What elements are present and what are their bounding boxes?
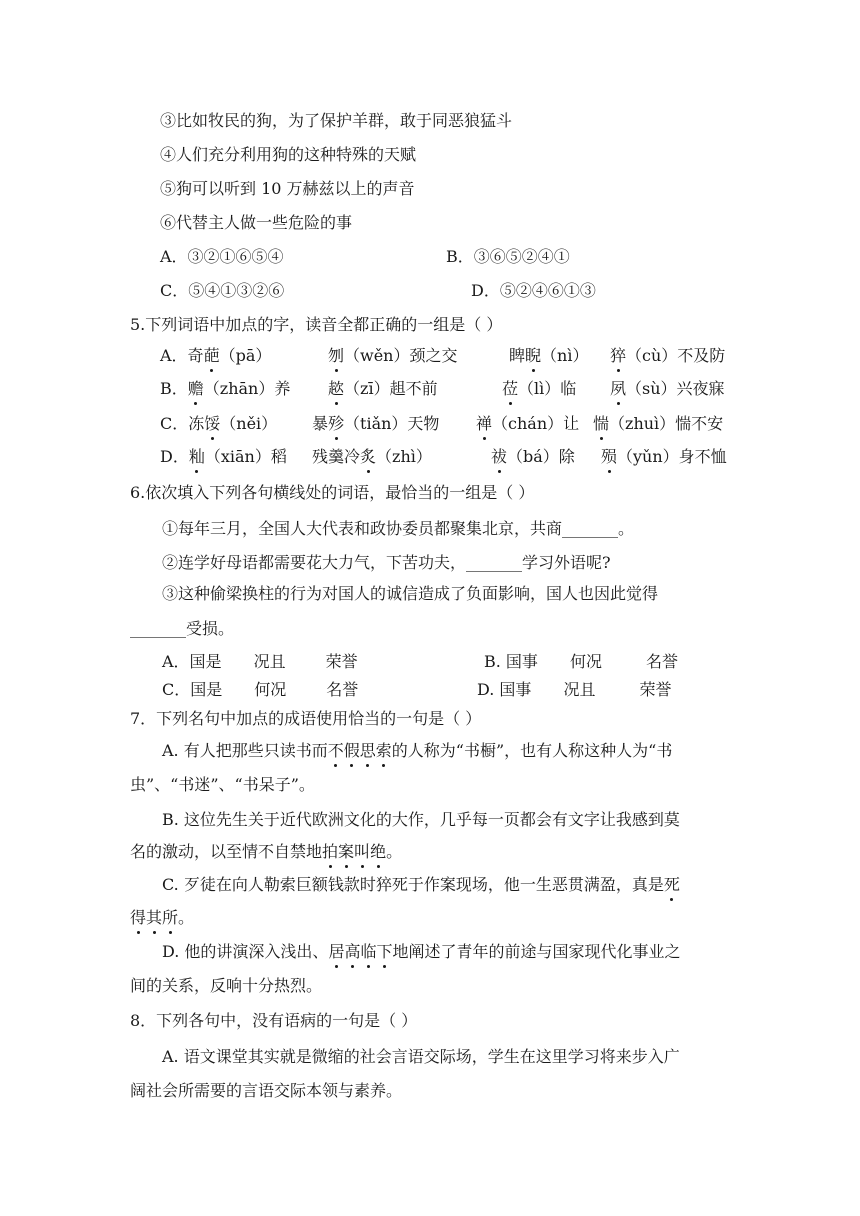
q5-option-d-3: 祓（bá）除 (491, 447, 575, 466)
q4-item-6: ⑥代替主人做一些危险的事 (160, 213, 353, 232)
q7-option-d-line2: 间的关系，反响十分热烈。 (130, 976, 323, 995)
q7-option-d-line1: D. 他的讲演深入浅出、居高临下地阐述了青年的前途与国家现代化事业之 (162, 942, 681, 961)
emphasis-char: 拍 (322, 842, 339, 861)
q5-option-a-2: 刎（wěn）颈之交 (328, 346, 458, 365)
q6-sentence-3: ③这种偷梁换柱的行为对国人的诚信造成了负面影响，国人也因此觉得 (162, 584, 659, 603)
q8-option-a-line2: 阔社会所需要的言语交际本领与素养。 (130, 1081, 403, 1100)
q6-sentence-1: ①每年三月，全国人大代表和政协委员都聚集北京，共商_______。 (162, 519, 635, 538)
emphasis-char: 叫 (354, 842, 371, 861)
q5-option-b-4: 夙（sù）兴夜寐 (610, 379, 725, 398)
q6-option-a: A．国是 况且 荣誉 (162, 652, 358, 671)
emphasis-char: 夙 (610, 379, 627, 398)
q4-item-5: ⑤狗可以听到 10 万赫兹以上的声音 (160, 179, 415, 198)
emphasis-idiom: 死 (663, 875, 680, 894)
q5-option-a-1: A．奇葩（pā） (160, 346, 272, 365)
q7-option-a-line1: A. 有人把那些只读书而不假思索的人称为“书橱”，也有人称这种人为“书 (162, 741, 673, 760)
emphasis-char: 禅 (476, 414, 493, 433)
q8-stem: 8．下列各句中，没有语病的一句是（ ） (130, 1011, 418, 1030)
emphasis-char: 刎 (328, 346, 345, 365)
emphasis-char: 所 (162, 908, 179, 927)
q5-option-c-2: 暴殄（tiǎn）天物 (312, 414, 440, 433)
emphasis-char: 下 (376, 942, 393, 961)
emphasis-char: 临 (360, 942, 377, 961)
q7-stem: 7．下列名句中加点的成语使用恰当的一句是（ ） (130, 709, 482, 728)
q5-option-c-1: C．冻馁（něi） (160, 414, 278, 433)
emphasis-char: 假 (343, 741, 360, 760)
q6-option-d: D. 国事 况且 荣誉 (477, 680, 672, 699)
q5-option-c-3: 禅（chán）让 (476, 414, 580, 433)
q7-option-b-line1: B. 这位先生关于近代欧洲文化的大作，几乎每一页都会有文字让我感到莫 (162, 810, 680, 829)
emphasis-char: 葩 (203, 346, 220, 365)
q6-option-b: B. 国事 何况 名誉 (484, 652, 678, 671)
emphasis-char: 绝 (370, 842, 387, 861)
q5-option-b-3: 莅（lì）临 (502, 379, 577, 398)
q5-option-a-4: 猝（cù）不及防 (610, 346, 726, 365)
q6-sentence-2: ②连学好母语都需要花大力气，下苦功夫，_______学习外语呢? (162, 553, 611, 572)
emphasis-char: 赡 (187, 379, 204, 398)
emphasis-char: 得 (130, 908, 147, 927)
emphasis-idiom (328, 942, 392, 961)
emphasis-idiom (130, 908, 178, 927)
emphasis-char: 索 (375, 741, 392, 760)
emphasis-char: 炙 (360, 447, 377, 466)
q4-option-c: C．⑤④①③②⑥ (160, 281, 285, 300)
emphasis-char: 高 (344, 942, 361, 961)
emphasis-char: 案 (338, 842, 355, 861)
emphasis-char: 莅 (502, 379, 519, 398)
q7-option-c-line2: 得其所。 (130, 908, 195, 927)
q6-option-c: C．国是 何况 名誉 (162, 680, 359, 699)
emphasis-char: 其 (146, 908, 163, 927)
q5-option-b-2: 趑（zī）趄不前 (328, 379, 438, 398)
emphasis-char: 殒 (601, 447, 618, 466)
q4-option-b: B．③⑥⑤②④① (446, 247, 570, 266)
emphasis-char: 籼 (188, 447, 205, 466)
q5-option-d-1: D．籼（xiān）稻 (160, 447, 287, 466)
emphasis-char: 殄 (328, 414, 345, 433)
emphasis-char: 祓 (491, 447, 508, 466)
q7-option-c-line1: C. 歹徒在向人勒索巨额钱款时猝死于作案现场，他一生恶贯满盈，真是死 (162, 875, 680, 894)
q5-option-c-4: 惴（zhuì）惴不安 (593, 414, 724, 433)
q5-option-d-4: 殒（yǔn）身不恤 (601, 447, 727, 466)
q7-option-b-line2: 名的激动，以至情不自禁地拍案叫绝。 (130, 842, 403, 861)
q4-option-a: A．③②①⑥⑤④ (160, 247, 284, 266)
emphasis-char: 惴 (593, 414, 610, 433)
q4-item-3: ③比如牧民的狗，为了保护羊群，敢于同恶狼猛斗 (160, 111, 513, 130)
emphasis-char: 趑 (328, 379, 345, 398)
emphasis-char: 馁 (204, 414, 221, 433)
q7-option-a-line2: 虫”、“书迷”、“书呆子”。 (130, 775, 315, 794)
emphasis-idiom (322, 842, 386, 861)
q6-stem: 6.依次填入下列各句横线处的词语，最恰当的一组是（ ） (130, 483, 535, 502)
q5-option-d-2: 残羹冷炙（zhì） (312, 447, 432, 466)
q6-sentence-3-cont: _______受损。 (130, 619, 235, 638)
emphasis-char: 猝 (610, 346, 627, 365)
emphasis-char: 不 (327, 741, 344, 760)
q8-option-a-line1: A. 语文课堂其实就是微缩的社会言语交际场，学生在这里学习将来步入广 (162, 1047, 680, 1066)
emphasis-char: 居 (328, 942, 345, 961)
q4-option-d: D．⑤②④⑥①③ (471, 281, 596, 300)
emphasis-char: 思 (359, 741, 376, 760)
emphasis-idiom (328, 741, 392, 760)
emphasis-char: 睨 (525, 346, 542, 365)
q5-option-b-1: B．赡（zhān）养 (160, 379, 291, 398)
q4-item-4: ④人们充分利用狗的这种特殊的天赋 (160, 145, 417, 164)
q5-option-a-3: 睥睨（nì） (509, 346, 589, 365)
q5-stem: 5.下列词语中加点的字，读音全都正确的一组是（ ） (130, 315, 503, 334)
